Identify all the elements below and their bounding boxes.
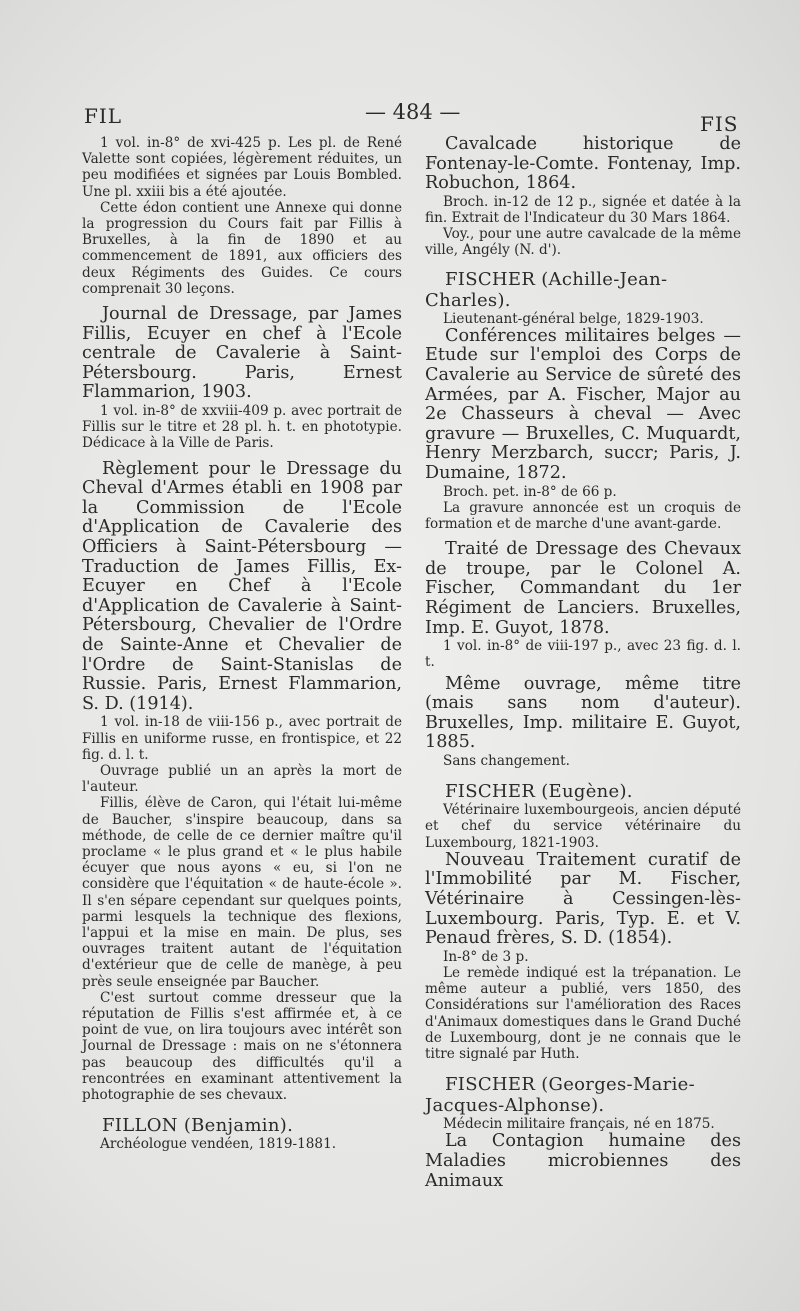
entry-note-reglement-volume: 1 vol. in-18 de viii-156 p., avec portrait de Fillis en uniforme russe, en frontispice, et 22 fig. d. l. t. (82, 714, 402, 763)
entry-title-contagion: La Contagion humaine des Maladies microbiennes des Animaux (425, 1131, 741, 1191)
author-heading-fischer-achille: FISCHER (Achille-Jean-Charles). (425, 268, 668, 311)
entry-note-cavalcade-see-also: Voy., pour une autre cavalcade de la même ville, Angély (N. d'). (425, 226, 741, 259)
entry-note-nouveau-traitement-remedy: Le remède indiqué est la trépanation. Le même auteur a publié, vers 1850, des Considérations sur l'amélioration des Races d'Animaux domestiques dans le Grand Duché de Luxembourg, dont je ne connais que le titre signalé par Huth. (425, 964, 741, 1062)
entry-title-nouveau-traitement: Nouveau Traitement curatif de l'Immobilité par M. Fischer, Vétérinaire à Cessingen-lès-Luxembourg. Paris, Typ. E. et V. Penaud frères, S. D. (1854). (425, 849, 741, 949)
author-heading-fischer-georges: FISCHER (Georges-Marie-Jacques-Alphonse). (425, 1074, 695, 1117)
entry-title-conferences: Conférences militaires belges — Etude sur l'emploi des Corps de Cavalerie au Service de sûreté des Armées, par A. Fischer, Major au 2e Chasseurs à cheval — Avec gravure — Bruxelles, C. Muquardt, Henry Merzbarch, succr; Paris, J. Dumaine, 1872. (425, 325, 741, 483)
header-right-keyword: FIS (700, 112, 739, 136)
entry-title-reglement: Règlement pour le Dressage du Cheval d'Armes établi en 1908 par la Commission de l'Ecole d'Application de Cavalerie des Officiers à Saint-Pétersbourg — Traduction de James Fillis, Ex-Ecuyer en Chef à l'Ecole d'Application de Cavalerie à Saint-Pétersbourg, Chevalier de l'Ordre de Sainte-Anne et Chevalier de l'Ordre de Saint-Stanislas de Russie. Paris, Ernest Flammarion, S. D. (1914). (82, 458, 402, 714)
entry-title-journal: Journal de Dressage, par James Fillis, Ecuyer en chef à l'Ecole centrale de Cavalerie à Saint-Pétersbourg. Paris, Ernest Flammarion, 1903. (82, 304, 402, 403)
right-column (425, 135, 741, 1191)
page-header (0, 100, 800, 136)
entry-note-reglement-posthumous: Ouvrage publié un an après la mort de l'auteur. (82, 762, 402, 796)
entry-title-cavalcade: Cavalcade historique de Fontenay-le-Comte. Fontenay, Imp. Robuchon, 1864. (425, 134, 741, 194)
author-description-fischer-achille: Lieutenant-général belge, 1829-1903. (443, 310, 704, 327)
edition-note: Cette édon contient une Annexe qui donne la progression du Cours fait par Fillis à Bruxelles, à la fin de 1890 et au commencement de 1891, aux officiers des deux Régiments des Guides. Ce cours comprenait 30 leçons. (82, 199, 402, 297)
entry-note-journal: 1 vol. in-8° de xxviii-409 p. avec portrait de Fillis sur le titre et 28 pl. h. t. en phototypie. Dédicace à la Ville de Paris. (82, 403, 402, 452)
entry-note-meme-ouvrage: Sans changement. (443, 752, 570, 769)
entry-note-conferences-brochure: Broch. pet. in-8° de 66 p. (443, 483, 617, 500)
entry-note-nouveau-traitement-size: In-8° de 3 p. (443, 948, 529, 965)
entry-note-cavalcade-brochure: Broch. in-12 de 12 p., signée et datée à la fin. Extrait de l'Indicateur du 30 Mars 1864. (425, 193, 741, 226)
entry-note-conferences-engraving: La gravure annoncée est un croquis de formation et de marche d'une avant-garde. (425, 499, 741, 532)
author-description-fischer-eugene: Vétérinaire luxembourgeois, ancien député et chef du service vétérinaire du Luxembourg, 1821-1903. (425, 802, 741, 851)
author-heading-fischer-eugene: FISCHER (Eugène). (445, 781, 633, 803)
entry-note-traite: 1 vol. in-8° de viii-197 p., avec 23 fig. d. l. t. (425, 638, 741, 671)
entry-title-meme-ouvrage: Même ouvrage, même titre (mais sans nom d'auteur). Bruxelles, Imp. militaire E. Guyot, 1885. (425, 673, 741, 753)
volume-description: 1 vol. in-8° de xvi-425 p. Les pl. de René Valette sont copiées, légèrement réduites, un peu modifiées et signées par Louis Bombled. Une pl. xxiii bis a été ajoutée. (82, 135, 402, 200)
left-column (82, 135, 402, 1152)
page-number: — 484 — (365, 100, 461, 124)
entry-note-reglement-reputation: C'est surtout comme dresseur que la réputation de Fillis s'est affirmée et, à ce point de vue, on lira toujours avec intérêt son Journal de Dressage : mais on ne s'étonnera pas beaucoup des difficultés qu'il a rencontrées en examinant attentivement la photographie de ses chevaux. (82, 989, 402, 1103)
author-description-fillon: Archéologue vendéen, 1819-1881. (100, 1136, 337, 1153)
entry-title-traite: Traité de Dressage des Chevaux de troupe, par le Colonel A. Fischer, Commandant du 1er Régiment de Lanciers. Bruxelles, Imp. E. Guyot, 1878. (425, 539, 741, 638)
author-heading-fillon: FILLON (Benjamin). (102, 1115, 294, 1137)
entry-note-reglement-method: Fillis, élève de Caron, qui l'était lui-même de Baucher, s'inspire beaucoup, dans sa méthode, de celle de ce dernier maître qu'il proclame « le plus grand et « le plus habile écuyer que nous ayons « eu, si l'on ne considère que l'équitation « de haute-école ». Il s'en sépare cependant sur quelques points, parmi lesquels la technique des flexions, l'appui et la mise en main. De plus, ses ouvrages traitent autant de l'équitation d'extérieur que de celle de manège, à peu près seule enseignée par Baucher. (82, 795, 402, 990)
header-left-keyword: FIL (84, 104, 123, 128)
author-description-fischer-georges: Médecin militaire français, né en 1875. (443, 1116, 715, 1133)
